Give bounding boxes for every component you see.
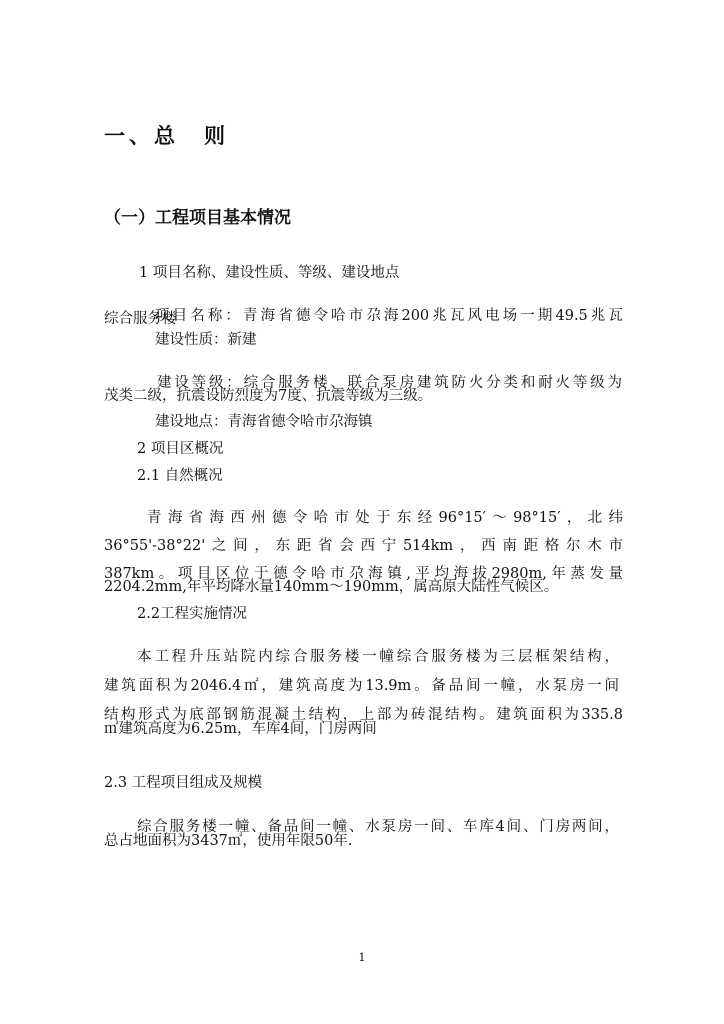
natural-overview-line2: 36°55'-38°22'之间，东距省会西宁514km，西南距格尔木市 (104, 537, 623, 554)
implementation-line3: 结构形式为底部钢筋混凝土结构，上部为砖混结构。建筑面积为335.8 (104, 706, 623, 723)
composition-line2: 总占地面积为3437㎡，使用年限50年. (104, 833, 353, 849)
construction-nature: 建设性质：新建 (155, 332, 257, 348)
natural-overview-line4: 2204.2mm,年平均降水量140mm～190mm，属高原大陆性气候区。 (104, 579, 559, 595)
page-number: 1 (358, 951, 366, 964)
implementation-line4: ㎡建筑高度为6.25m，车库4间，门房两间 (104, 721, 377, 737)
natural-overview-line3: 387km。项目区位于德令哈市尕海镇,平均海拔2980m,年蒸发量 (104, 565, 623, 582)
composition-line1: 综合服务楼一幢、备品间一幢、水泵房一间、车库4间、门房两间， (137, 818, 619, 835)
construction-grade-line1: 建设等级：综合服务楼、联合泵房建筑防火分类和耐火等级为 (157, 374, 622, 391)
project-name-line1: 项目名称：青海省德令哈市尕海200兆瓦风电场一期49.5兆瓦 (155, 307, 623, 324)
implementation-line2: 建筑面积为2046.4㎡，建筑高度为13.9m。备品间一幢，水泵房一间 (104, 677, 619, 694)
section-title: （一）工程项目基本情况 (104, 208, 291, 228)
subsection-2-1-title: 2.1 自然概况 (137, 468, 223, 484)
implementation-line1: 本工程升压站院内综合服务楼一幢综合服务楼为三层框架结构， (137, 648, 619, 665)
subsection-1-title: 1 项目名称、建设性质、等级、建设地点 (139, 265, 400, 281)
chapter-heading: 一、总 则 (104, 124, 229, 148)
natural-overview-line1: 青海省海西州德令哈市处于东经96°15′～98°15′，北纬 (147, 509, 623, 526)
construction-location: 建设地点：青海省德令哈市尕海镇 (155, 414, 373, 430)
subsection-2-3-title: 2.3 工程项目组成及规模 (104, 775, 263, 791)
subsection-2-2-title: 2.2工程实施情况 (137, 606, 248, 622)
subsection-2-title: 2 项目区概况 (137, 441, 224, 457)
project-name-line2: 综合服务楼 (104, 311, 177, 327)
construction-grade-line2: 茂类二级，抗震设防烈度为7度、抗震等级为三级。 (104, 388, 433, 404)
